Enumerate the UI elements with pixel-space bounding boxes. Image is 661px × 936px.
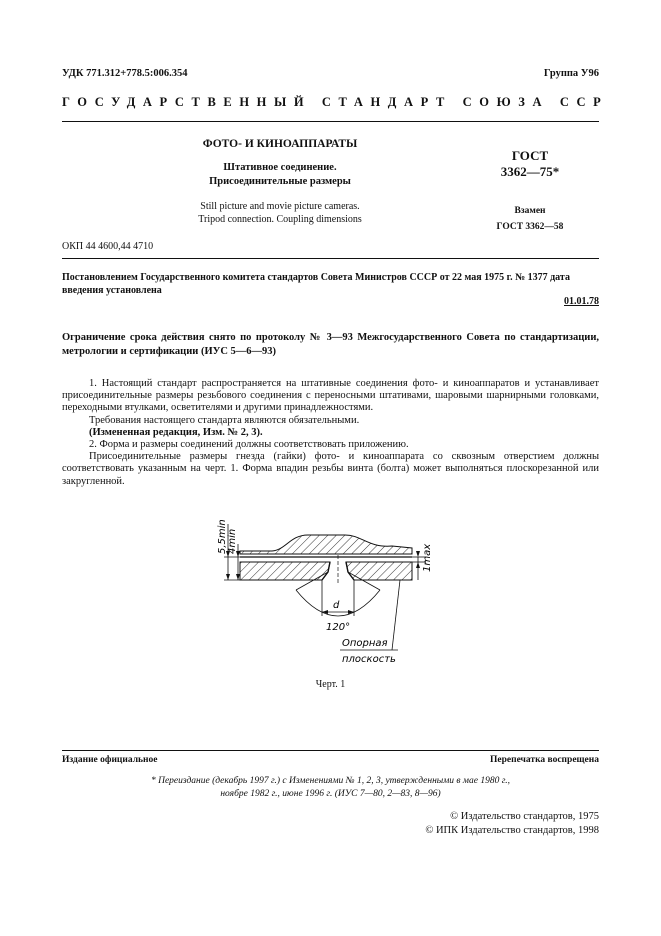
footer-rule [62, 750, 599, 751]
reissue-line-2: ноябре 1982 г., июне 1996 г. (ИУС 7—80, 2—83, 8—96) [220, 789, 441, 799]
document-title: ФОТО- И КИНОАППАРАТЫ [202, 138, 358, 150]
dim-4-label: 4min [227, 528, 238, 554]
replaces-block [470, 203, 590, 235]
state-standard-banner: ГОСУДАРСТВЕННЫЙ СТАНДАРТ СОЮЗА ССР [62, 95, 609, 109]
official-edition: Издание официальное [62, 755, 158, 765]
reissue-note [62, 775, 599, 801]
okp-rule [62, 258, 599, 259]
drawing-caption: Черт. 1 [315, 679, 346, 690]
paragraph-amendment: (Измененная редакция, Изм. № 2, 3). [89, 426, 263, 438]
reissue-line-1: * Переиздание (декабрь 1997 г.) с Изменениями № 1, 2, 3, утвержденными в мае 1980 г., [150, 776, 511, 786]
replaces-label: Взамен [514, 206, 546, 216]
copyright-2: © ИПК Издательство стандартов, 1998 [425, 825, 599, 836]
paragraph-2: 2. Форма и размеры соединений должны соответствовать приложению. [89, 439, 409, 451]
paragraph-requirements: Требования настоящего стандарта являются обязательными. [89, 414, 360, 426]
leader-line [392, 580, 400, 650]
okp-code: ОКП 44 4600,44 4710 [62, 241, 154, 252]
body-text [62, 378, 599, 488]
decree-text: Постановлением Государственного комитета стандартов Совета Министров СССР от 22 мая 1975 г. № 1377 дата введения установлена [62, 272, 570, 296]
udk-code: УДК 771.312+778.5:006.354 [62, 68, 188, 79]
english-title-line-1: Still picture and movie picture cameras. [200, 201, 360, 212]
dim-1-label: 1max [422, 543, 433, 572]
english-title-line-2: Tripod connection. Coupling dimensions [198, 214, 362, 225]
tripod-connection-drawing [200, 510, 450, 675]
dim-d-label: d [333, 600, 340, 611]
dim-55-label: 5,5min [217, 519, 228, 554]
paragraph-1: 1. Настоящий стандарт распространяется на штативные соединения фото- и киноаппаратов и устанавливает присоединительные размеры резьбового соединения с переносными штативами, шаровыми шарнирными головками, переходными втулками, осветителями и другими принадлежностями. [62, 378, 599, 414]
copyright-block [425, 810, 599, 838]
limitation-notice: Ограничение срока действия снято по протоколу № 3—93 Межгосударственного Совета по стандартизации, метрологии и сертификации (ИУС 5—6—93) [62, 332, 599, 357]
paragraph-dimensions: Присоединительные размеры гнезда (гайки) фото- и киноаппарата со сквозным отверстием должны соответствовать указанным на черт. 1. Форма впадин резьбы винта (болта) может выполняться плоскорезанной или закругленной. [62, 451, 599, 487]
cover-section [240, 535, 412, 554]
document-subtitle [150, 161, 410, 189]
reprint-forbidden: Перепечатка воспрещена [489, 755, 599, 765]
replaces-standard: ГОСТ 3362—58 [496, 222, 564, 232]
group-code: Группа У96 [543, 68, 599, 79]
gost-number: 3362—75* [500, 164, 560, 179]
subtitle-line-1: Штативное соединение. [223, 162, 337, 173]
english-title [150, 200, 410, 226]
gost-number-block [470, 148, 590, 180]
base-plate-left [240, 562, 330, 580]
support-plane-label-1: Опорная [342, 638, 388, 649]
introduction-date: 01.01.78 [564, 296, 599, 307]
base-plate-right [346, 562, 412, 580]
subtitle-line-2: Присоединительные размеры [209, 176, 351, 187]
angle-label: 120° [326, 622, 351, 633]
header-rule [62, 121, 599, 122]
gost-label: ГОСТ [511, 148, 549, 163]
copyright-1: © Издательство стандартов, 1975 [450, 811, 599, 822]
support-plane-label-2: плоскость [342, 654, 396, 665]
